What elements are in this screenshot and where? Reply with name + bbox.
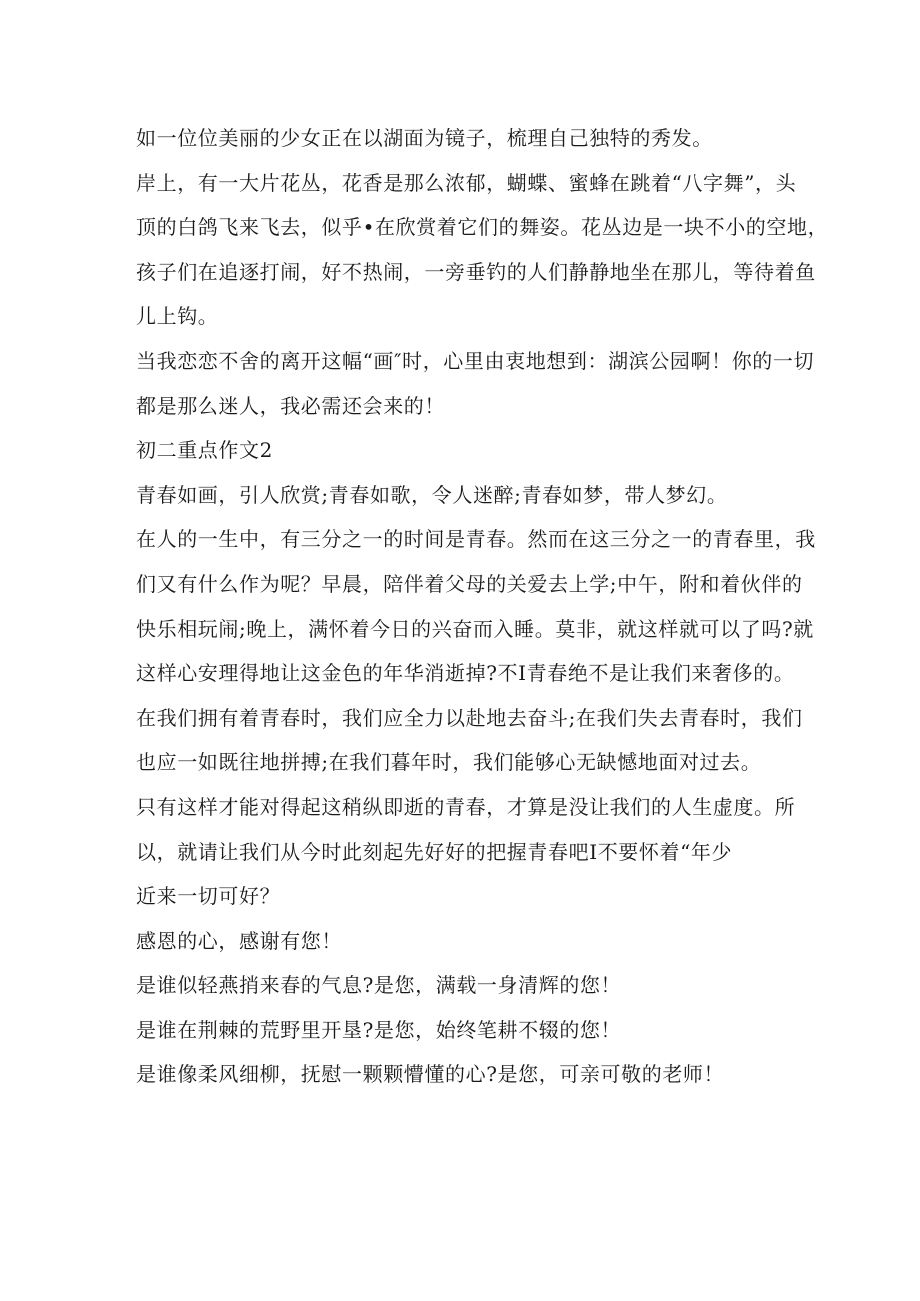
text-line: 这样心安理得地让这金色的年华消逝掉?不I青春绝不是让我们来奢侈的。 <box>136 661 795 686</box>
text-line: 在我们拥有着青春时，我们应全力以赴地去奋斗;在我们失去青春时，我们 <box>136 705 803 730</box>
text-line: 如一位位美丽的少女正在以湖面为镜子，梳理自己独特的秀发。 <box>136 126 713 150</box>
text-line: 是谁像柔风细柳，抚慰一颗颗懵懂的心?是您，可亲可敬的老师！ <box>136 1062 725 1087</box>
text-line: 只有这样才能对得起这稍纵即逝的青春，才算是没让我们的人生虚度。所 <box>136 794 796 819</box>
text-line: 儿上钩。 <box>136 304 219 329</box>
text-line: 当我恋恋不舍的离开这幅“画″时，心里由衷地想到：湖滨公园啊！你的一切 <box>136 348 815 373</box>
text-line: 是谁在荆棘的荒野里开垦?是您，始终笔耕不辍的您！ <box>136 1017 622 1042</box>
text-line: 也应一如既往地拼搏;在我们暮年时，我们能够心无缺憾地面对过去。 <box>136 750 762 775</box>
text-line: 顶的白鸽飞来飞去，似乎•在欣赏着它们的舞姿。花丛边是一块不小的空地， <box>136 215 829 240</box>
text-line: 近来一切可好？ <box>136 884 281 909</box>
text-line: 岸上，有一大片花丛，花香是那么浓郁，蝴蝶、蜜蜂在跳着“八字舞”，头 <box>136 170 797 195</box>
text-line: 在人的一生中，有三分之一的时间是青春。然而在这三分之一的青春里，我 <box>136 527 816 552</box>
text-line: 感恩的心，感谢有您！ <box>136 928 342 953</box>
document-body <box>136 116 829 1097</box>
section-heading: 初二重点作文2 <box>136 438 273 463</box>
text-line: 孩子们在追逐打闹，好不热闹，一旁垂钓的人们静静地坐在那儿，等待着鱼 <box>136 259 816 284</box>
text-line: 快乐相玩闹;晚上，满怀着今日的兴奋而入睡。莫非，就这样就可以了吗?就 <box>136 616 814 641</box>
text-line: 是谁似轻燕捎来春的气息?是您，满载一身清辉的您！ <box>136 973 622 998</box>
text-line: 以，就请让我们从今时此刻起先好好的把握青春吧I不要怀着“年少 <box>136 839 733 864</box>
text-line: 们又有什么作为呢？早晨，陪伴着父母的关爱去上学;中午，附和着伙伴的 <box>136 571 803 596</box>
text-line: 都是那么迷人，我必需还会来的！ <box>136 393 445 418</box>
text-line: 青春如画，引人欣赏;青春如歌，令人迷醉;青春如梦，带人梦幻。 <box>136 482 728 507</box>
